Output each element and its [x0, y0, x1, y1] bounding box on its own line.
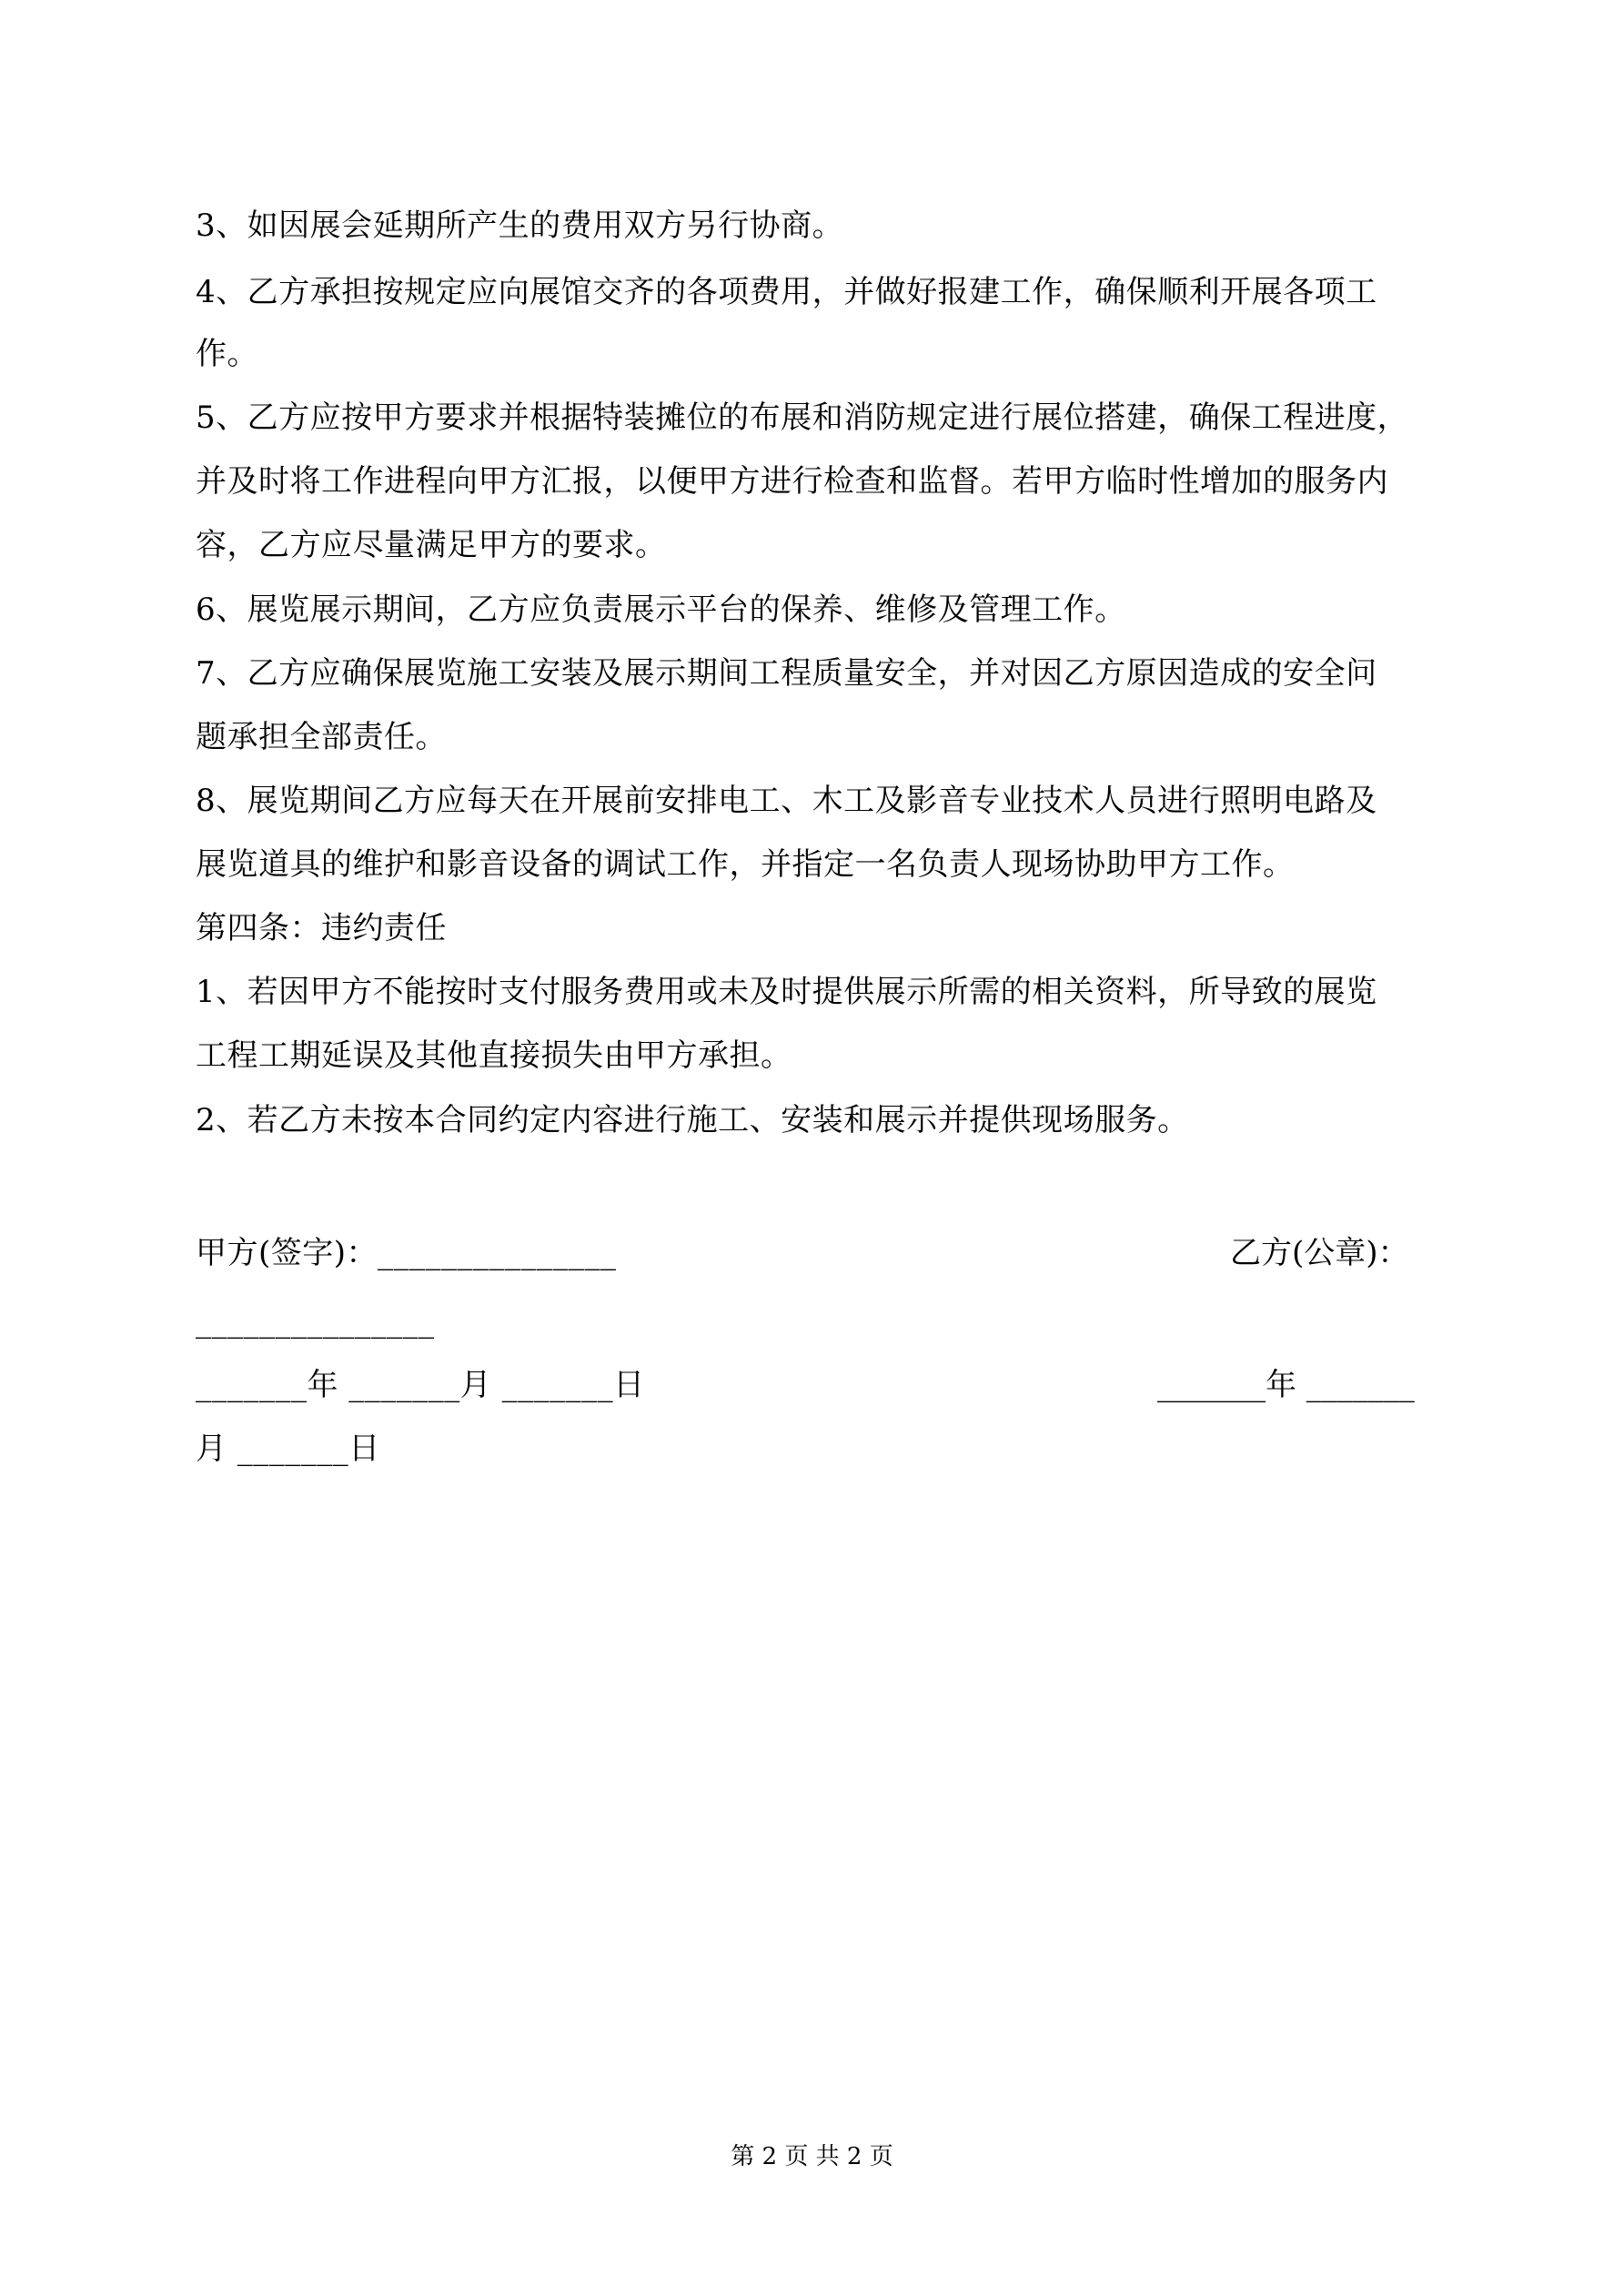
- clause-5-line-3: 容，乙方应尽量满足甲方的要求。: [196, 527, 667, 563]
- clause-8-line-2: 展览道具的维护和影音设备的调试工作，并指定一名负责人现场协助甲方工作。: [196, 846, 1295, 883]
- clause-5-line-2: 并及时将工作进程向甲方汇报，以便甲方进行检查和监督。若甲方临时性增加的服务内: [196, 463, 1388, 500]
- clause-7-line-1: 7、乙方应确保展览施工安装及展示期间工程质量安全，并对因乙方原因造成的安全问: [196, 655, 1377, 692]
- breach-2-line-1: 2、若乙方未按本合同约定内容进行施工、安装和展示并提供现场服务。: [196, 1102, 1189, 1138]
- party-a-date: _______年 _______月 _______日: [196, 1367, 645, 1403]
- clause-4-line-1: 4、乙方承担按规定应向展馆交齐的各项费用，并做好报建工作，确保顺利开展各项工: [196, 274, 1377, 310]
- clause-5-line-1: 5、乙方应按甲方要求并根据特装摊位的布展和消防规定进行展位搭建，确保工程进度，: [196, 400, 1409, 436]
- clause-8-line-1: 8、展览期间乙方应每天在开展前安排电工、木工及影音专业技术人员进行照明电路及: [196, 783, 1377, 819]
- breach-1-line-2: 工程工期延误及其他直接损失由甲方承担。: [196, 1037, 792, 1074]
- section-heading-breach: 第四条：违约责任: [196, 910, 447, 946]
- clause-3-line-1: 3、如因展会延期所产生的费用双方另行协商。: [196, 207, 844, 244]
- clause-7-line-2: 题承担全部责任。: [196, 719, 447, 755]
- breach-1-line-1: 1、若因甲方不能按时支付服务费用或未及时提供展示所需的相关资料，所导致的展览: [196, 974, 1377, 1010]
- party-a-signature: 甲方(签字)：_______________: [196, 1235, 617, 1271]
- page-number-footer: 第 2 页 共 2 页: [731, 2143, 893, 2170]
- party-b-date-part1: _______年 _______: [1157, 1367, 1415, 1403]
- party-b-seal-line: _______________: [196, 1303, 435, 1340]
- party-b-seal-label: 乙方(公章)：: [1230, 1235, 1409, 1271]
- clause-4-line-2: 作。: [196, 336, 258, 372]
- clause-6-line-1: 6、展览展示期间，乙方应负责展示平台的保养、维修及管理工作。: [196, 592, 1126, 628]
- party-b-date-part2: 月 _______日: [196, 1431, 380, 1467]
